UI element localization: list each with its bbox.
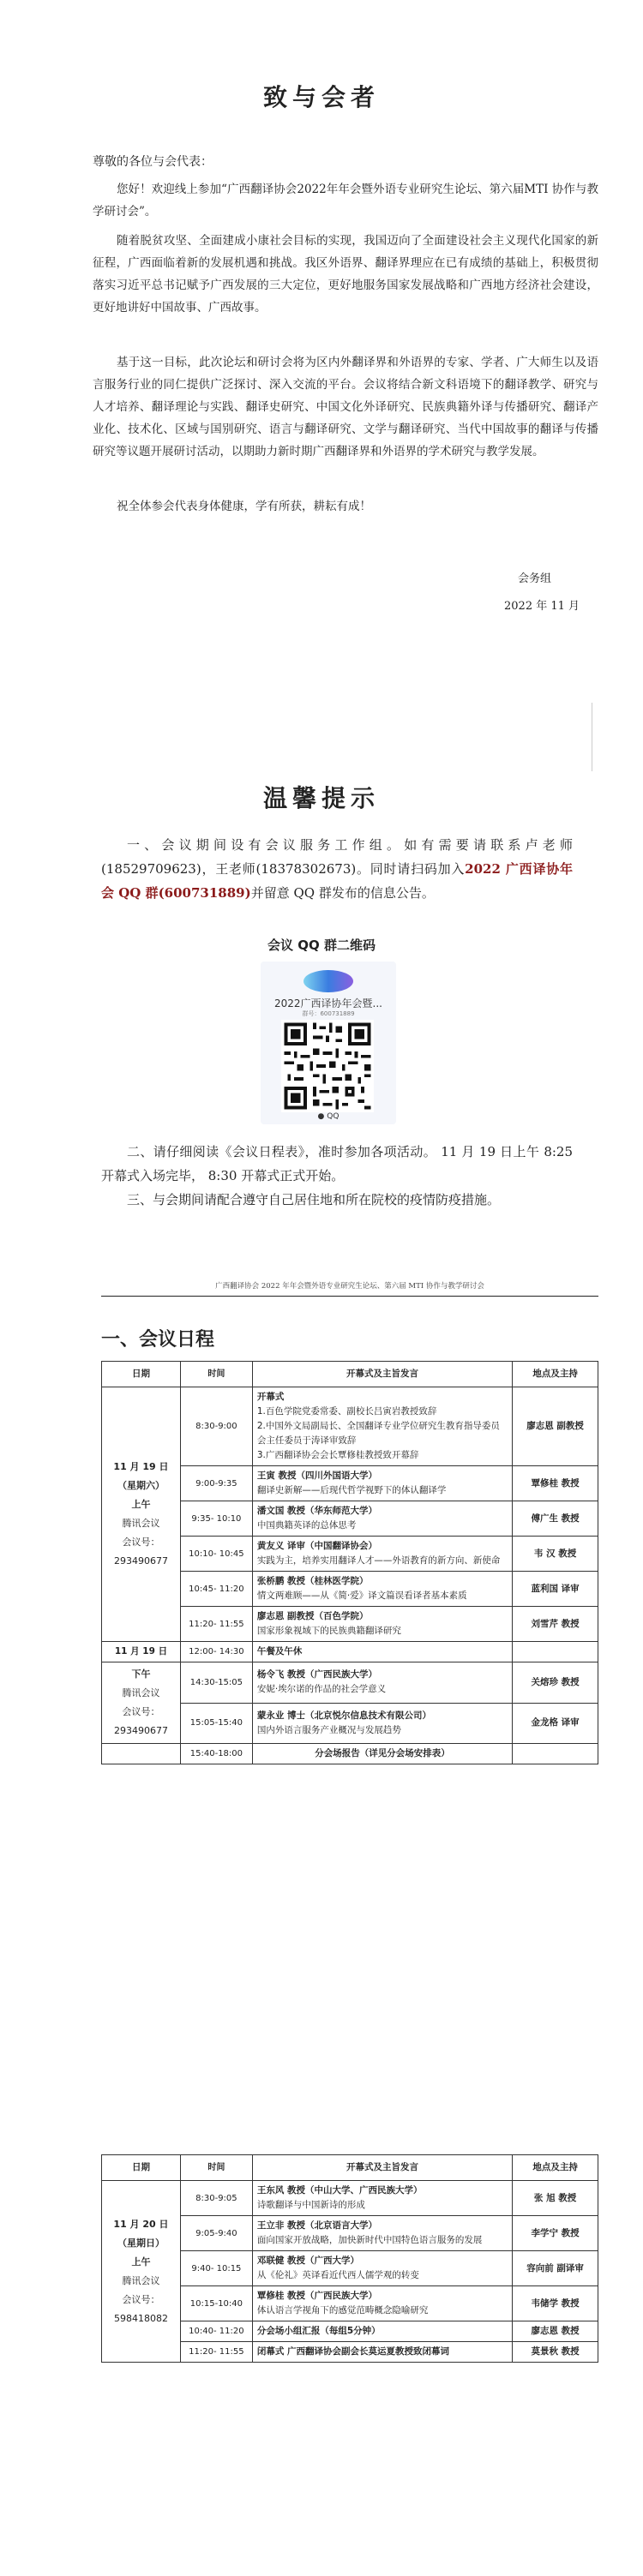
tip-3: 三、与会期间请配合遵守自己居住地和所在院校的疫情防疫措施。 xyxy=(127,1192,501,1207)
qr-code-icon[interactable] xyxy=(281,1020,374,1112)
session-line: 国家形象视域下的民族典籍翻译研究 xyxy=(256,1626,401,1636)
session-line: 邓联健 教授（广西大学） xyxy=(256,2255,359,2266)
session-host: 覃修桂 教授 xyxy=(513,1466,598,1501)
tip-1 xyxy=(101,833,573,905)
session-line: 王东风 教授（中山大学、广西民族大学） xyxy=(256,2185,423,2196)
session-time: 9:40- 10:15 xyxy=(180,2251,252,2286)
date-cell xyxy=(102,1662,181,1744)
section-title: 一、会议日程 xyxy=(101,1329,215,1351)
session-line: 覃修桂 教授（广西民族大学） xyxy=(256,2291,377,2301)
session-line: 从《伦礼》英译看近代西人儒学观的转变 xyxy=(256,2270,419,2280)
session-host: 张 旭 教授 xyxy=(513,2181,598,2216)
date-cell: 11 月 19 日 xyxy=(102,1642,181,1662)
session-line: 廖志恩 副教授（百色学院） xyxy=(256,1611,369,1621)
session-host: 蓝利国 译审 xyxy=(513,1572,598,1607)
session-description xyxy=(252,1642,512,1662)
session-host: 李学宁 教授 xyxy=(513,2216,598,2251)
session-description xyxy=(252,1607,512,1642)
date-cell-line: 腾讯会议 xyxy=(122,1518,160,1529)
date-cell-line: 上午 xyxy=(131,1499,151,1510)
qq-penguin-icon: ● xyxy=(317,1112,325,1121)
date-cell-line: （星期六） xyxy=(117,1480,165,1491)
schedule-table-day1 xyxy=(101,1361,598,1764)
session-line: 杨令飞 教授（广西民族大学） xyxy=(256,1669,377,1680)
letter-paragraph-1: 您好！欢迎线上参加“广西翻译协会2022年年会暨外语专业研究生论坛、第六届MTI 协作与教学研讨会”。 xyxy=(93,183,598,219)
session-time: 10:40- 11:20 xyxy=(180,2321,252,2342)
col-date: 日期 xyxy=(102,1362,181,1387)
schedule-page xyxy=(0,1268,643,2576)
letter-paragraph-4: 祝全体参会代表身体健康，学有所获，耕耘有成！ xyxy=(117,500,371,513)
session-time: 10:10- 10:45 xyxy=(180,1537,252,1572)
session-line: 张桥鹏 教授（桂林医学院） xyxy=(256,1576,369,1586)
session-time: 10:15-10:40 xyxy=(180,2286,252,2321)
session-line: 国内外语言服务产业概况与发展趋势 xyxy=(256,1724,401,1735)
session-time: 11:20- 11:55 xyxy=(180,2342,252,2363)
session-line: 3.广西翻译协会会长覃修桂教授致开幕辞 xyxy=(256,1450,419,1460)
session-line: 开幕式 xyxy=(256,1392,285,1402)
session-host: 金龙格 译审 xyxy=(513,1703,598,1744)
date-cell-line: 会议号：293490677 xyxy=(113,1706,168,1736)
session-line: 诗歌翻译与中国新诗的形成 xyxy=(256,2200,365,2210)
session-description xyxy=(252,1537,512,1572)
session-description xyxy=(252,1703,512,1744)
session-time: 8:30-9:00 xyxy=(180,1387,252,1466)
date-cell-line: 293490677 xyxy=(113,1555,168,1567)
session-time: 15:40-18:00 xyxy=(180,1744,252,1764)
table-row xyxy=(102,2181,598,2216)
session-host: 刘雪芹 教授 xyxy=(513,1607,598,1642)
date-cell xyxy=(102,1744,181,1764)
tip-2: 二、请仔细阅读《会议日程表》，准时参加各项活动。 11 月 19 日上午 8:25 开幕式入场完毕， 8:30 开幕式正式开始。 xyxy=(101,1144,573,1183)
session-host: 关熔珍 教授 xyxy=(513,1662,598,1704)
session-line: 情文两难顾——从《简·爱》译文篇误看译者基本素质 xyxy=(256,1591,467,1601)
header-rule xyxy=(101,1296,598,1297)
date-cell-line: 上午 xyxy=(131,2255,151,2267)
qr-group-number: 群号：600731889 xyxy=(302,1010,355,1017)
session-host: 傅广生 教授 xyxy=(513,1501,598,1537)
session-description xyxy=(252,1501,512,1537)
session-host: 廖志恩 副教授 xyxy=(513,1387,598,1466)
session-line: 王寅 教授（四川外国语大学） xyxy=(256,1471,377,1481)
session-time: 9:00-9:35 xyxy=(180,1466,252,1501)
qq-group-qr-card[interactable] xyxy=(261,962,396,1124)
date-cell-line: 下午 xyxy=(131,1668,151,1680)
date-cell-line: 腾讯会议 xyxy=(122,2274,160,2286)
session-host xyxy=(513,1642,598,1662)
session-description xyxy=(252,2216,512,2251)
table-row xyxy=(102,1642,598,1662)
col-host: 地点及主持 xyxy=(513,2155,598,2181)
table-header-row xyxy=(102,1362,598,1387)
session-description xyxy=(252,2286,512,2321)
session-description xyxy=(252,2342,512,2363)
session-line: 分会场小组汇报（每组5分钟） xyxy=(256,2326,381,2336)
session-time: 9:05-9:40 xyxy=(180,2216,252,2251)
session-description xyxy=(252,1744,512,1764)
session-line: 午餐及午休 xyxy=(256,1646,303,1656)
session-host: 莫景秋 教授 xyxy=(513,2342,598,2363)
table-header-row xyxy=(102,2155,598,2181)
session-description xyxy=(252,2251,512,2286)
session-time: 11:20- 11:55 xyxy=(180,1607,252,1642)
session-line: 实践为主，培养实用翻译人才——外语教育的新方向、新使命 xyxy=(256,1555,501,1566)
session-time: 15:05-15:40 xyxy=(180,1703,252,1744)
session-time: 9:35- 10:10 xyxy=(180,1501,252,1537)
col-time: 时间 xyxy=(180,1362,252,1387)
col-description: 开幕式及主旨发言 xyxy=(252,1362,512,1387)
session-line: 体认语言学视角下的感觉范畴概念隐喻研究 xyxy=(256,2305,429,2315)
session-line: 中国典籍英译的总体思考 xyxy=(256,1520,357,1531)
session-line: 翻译史新解——后现代哲学视野下的体认翻译学 xyxy=(256,1485,447,1495)
table-row xyxy=(102,1744,598,1764)
qr-qq-label xyxy=(261,1112,396,1121)
session-line: 蒙永业 博士（北京悦尔信息技术有限公司） xyxy=(256,1710,431,1721)
session-description xyxy=(252,1662,512,1704)
letter-salutation: 尊敬的各位与会代表： xyxy=(93,155,213,169)
date-cell-line: 598418082 xyxy=(113,2312,168,2324)
qr-caption: 会议 QQ 群二维码 xyxy=(267,938,376,953)
tip-1-text-b: 并留意 QQ 群发布的信息公告。 xyxy=(250,885,435,901)
date-cell-line: 会议号： xyxy=(122,1537,160,1548)
date-cell xyxy=(102,1387,181,1642)
session-description xyxy=(252,1466,512,1501)
letter-signature-date: 2022 年 11 月 xyxy=(504,600,580,613)
session-description xyxy=(252,1387,512,1466)
session-line: 2.中国外文局副局长、全国翻译专业学位研究生教育指导委员会主任委员于涛译审致辞 xyxy=(256,1421,500,1446)
date-cell-line: 11 月 20 日 xyxy=(113,2218,169,2230)
letter-signature-org: 会务组 xyxy=(518,572,552,585)
col-description: 开幕式及主旨发言 xyxy=(252,2155,512,2181)
group-avatar xyxy=(303,970,353,992)
session-line: 安妮·埃尔诺的作品的社会学意义 xyxy=(256,1684,387,1695)
day2-body xyxy=(102,2181,598,2363)
session-line: 分会场报告（详见分会场安排表） xyxy=(315,1748,450,1758)
session-line: 面向国家开放战略，加快新时代中国特色语言服务的发展 xyxy=(256,2235,483,2245)
session-line: 潘文国 教授（华东师范大学） xyxy=(256,1506,377,1516)
session-time: 12:00- 14:30 xyxy=(180,1642,252,1662)
session-time: 8:30-9:05 xyxy=(180,2181,252,2216)
qq-label-text: QQ xyxy=(327,1112,340,1121)
date-cell-line: 会议号： xyxy=(122,2293,160,2305)
session-line: 王立非 教授（北京语言大学） xyxy=(256,2220,377,2231)
date-cell-line: 11 月 19 日 xyxy=(113,1461,169,1472)
col-time: 时间 xyxy=(180,2155,252,2181)
session-line: 黄友义 译审（中国翻译协会） xyxy=(256,1541,377,1551)
date-cell-line: （星期日） xyxy=(117,2237,165,2249)
col-host: 地点及主持 xyxy=(513,1362,598,1387)
session-line: 1.百色学院党委常委、副校长吕寅岩教授致辞 xyxy=(256,1406,437,1417)
col-date: 日期 xyxy=(102,2155,181,2181)
tip-1-qq-group: 2022 广西译协年会 QQ 群(600731889) xyxy=(101,861,573,901)
session-host: 韦储学 教授 xyxy=(513,2286,598,2321)
session-description xyxy=(252,2181,512,2216)
session-description xyxy=(252,2321,512,2342)
session-host xyxy=(513,1744,598,1764)
tip-1-text-a: 一、会议期间设有会议服务工作组。如有需要请联系卢老师(18529709623)，王老师(18378302673)。同时请扫码加入 xyxy=(101,837,573,877)
date-cell xyxy=(102,2181,181,2363)
day1-body xyxy=(102,1387,598,1764)
session-host: 廖志恩 教授 xyxy=(513,2321,598,2342)
letter-paragraph-3: 基于这一目标，此次论坛和研讨会将为区内外翻译界和外语界的专家、学者、广大师生以及语言服务行业的同仁提供广泛探讨、深入交流的平台。会议将结合新文科语境下的翻译教学、研究与人才培养、翻译理论与实践、翻译史研究、中国文化外译研究、民族典籍外译与传播研究、翻译产业化、技术化、区域与国别研究、语言与翻译研究、文学与翻译研究、当代中国故事的翻译与传播研究等议题开展研讨活动，以期助力新时期广西翻译界和外语界的学术研究与教学发展。 xyxy=(93,356,598,458)
letter-title: 致与会者 xyxy=(262,83,380,111)
table-row xyxy=(102,1387,598,1466)
session-time: 10:45- 11:20 xyxy=(180,1572,252,1607)
tips-title: 温馨提示 xyxy=(262,784,380,812)
session-description xyxy=(252,1572,512,1607)
running-header: 广西翻译协会 2022 年年会暨外语专业研究生论坛、第六届 MTI 协作与教学研讨会 xyxy=(215,1282,484,1291)
letter-page xyxy=(0,0,643,686)
session-line: 闭幕式 广西翻译协会副会长莫运夏教授致闭幕词 xyxy=(256,2346,449,2357)
table-row xyxy=(102,1662,598,1704)
tips-page xyxy=(0,703,643,1251)
date-cell-line: 腾讯会议 xyxy=(122,1687,160,1698)
letter-paragraph-2: 随着脱贫攻坚、全面建成小康社会目标的实现，我国迈向了全面建设社会主义现代化国家的新征程，广西面临着新的发展机遇和挑战。我区外语界、翻译界理应在已有成绩的基础上，积极贯彻落实习近平总书记赋予广西发展的三大定位，更好地服务国家发展战略和广西地方经济社会建设，更好地讲好中国故事、广西故事。 xyxy=(93,234,598,315)
session-host: 容向前 副译审 xyxy=(513,2251,598,2286)
schedule-table-day2 xyxy=(101,2154,598,2363)
session-time: 14:30-15:05 xyxy=(180,1662,252,1704)
session-host: 韦 汉 教授 xyxy=(513,1537,598,1572)
qr-group-name: 2022广西译协年会暨... xyxy=(274,997,382,1009)
